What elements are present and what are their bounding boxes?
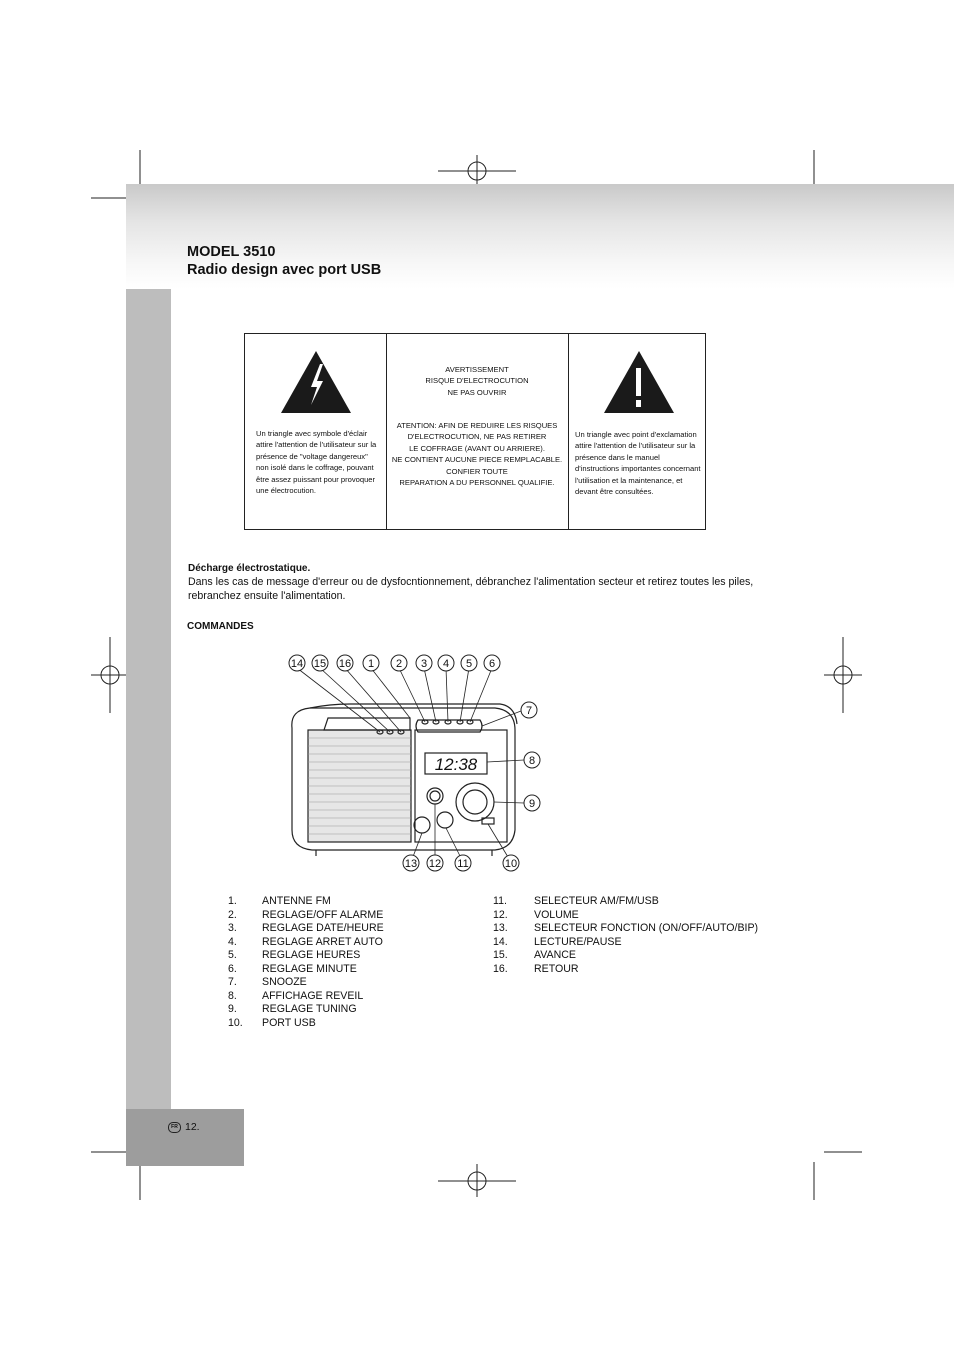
warning-line: REPARATION A DU PERSONNEL QUALIFIE. [399,478,555,488]
list-item: 16. RETOUR [493,962,579,975]
esd-title: Décharge électrostatique. [188,563,311,574]
warning-line: RISQUE D'ELECTROCUTION [425,376,529,386]
warning-line: D'ELECTROCUTION, NE PAS RETIRER [407,432,547,442]
callout-9: 9 [528,798,536,810]
list-item: 10. PORT USB [228,1016,316,1029]
page-number-text: 12. [185,1121,200,1133]
list-item: 8. AFFICHAGE REVEIL [228,989,364,1002]
warning-line: AVERTISSEMENT [445,365,509,374]
list-item: 12. VOLUME [493,908,579,921]
warning-center-column [386,334,569,529]
warning-heading [386,364,568,398]
list-item: 2. REGLAGE/OFF ALARME [228,908,384,921]
product-subtitle: Radio design avec port USB [187,262,382,278]
callout-10: 10 [504,858,518,870]
warning-body [384,420,570,488]
model-title: MODEL 3510 [187,244,276,260]
callout-15: 15 [313,658,327,670]
exclamation-triangle-icon [603,350,675,414]
commands-title: COMMANDES [187,621,254,632]
callout-1: 1 [367,658,375,670]
list-item: 6. REGLAGE MINUTE [228,962,357,975]
warning-line: CONFIER TOUTE [446,466,508,476]
list-item: 9. REGLAGE TUNING [228,1003,357,1015]
warning-line: NE CONTIENT AUCUNE PIECE REMPLACABLE. [391,455,563,465]
callout-4: 4 [442,658,450,670]
list-item: 3. REGLAGE DATE/HEURE [228,922,384,934]
callout-8: 8 [528,755,536,767]
esd-body: Dans les cas de message d'erreur ou de dysfocntionnement, débranchez l'alimentation secteur et retirez toutes les piles, rebranchez ensuite l'alimentation. [188,576,754,602]
list-item: 4. REGLAGE ARRET AUTO [228,935,383,948]
warning-left-column [245,334,387,529]
callout-7: 7 [525,705,533,717]
controls-list-left [228,895,384,1030]
side-strip [126,289,171,1109]
page-title [187,243,381,279]
callout-2: 2 [395,658,403,670]
callout-5: 5 [465,658,473,670]
exclamation-warning-text: Un triangle avec point d'exclamation attire l'attention de l'utilisateur sur la présence dans le manuel d'instructions importantes concernant l'utilisation et la maintenance, et devant être consultées. [575,430,701,497]
list-item: 1. ANTENNE FM [228,895,331,907]
callout-11: 11 [457,858,469,870]
list-item: 14. LECTURE/PAUSE [493,935,622,948]
lightning-warning-text: Un triangle avec symbole d'éclair attire l'attention de l'utilisateur sur la présence de "voltage dangereux" non isolé dans le coffrage, pouvant être assez puissant pour provoquer une électrocution. [256,429,377,496]
warning-line: ATENTION: AFIN DE REDUIRE LES RISQUES [396,421,558,430]
safety-warning-box [244,333,706,530]
callout-3: 3 [420,658,428,670]
warning-right-column [569,334,705,529]
callout-16: 16 [338,658,352,670]
lightning-triangle-icon [280,350,352,414]
footer-block [126,1109,244,1166]
list-item: 15. AVANCE [493,949,576,961]
language-badge: FR [168,1122,181,1133]
page-number [168,1121,200,1133]
callout-6: 6 [488,658,496,670]
list-item: 11. SELECTEUR AM/FM/USB [493,895,659,907]
list-item: 5. REGLAGE HEURES [228,949,361,961]
callout-14: 14 [290,658,304,670]
callout-13: 13 [404,858,418,870]
warning-line: LE COFFRAGE (AVANT OU ARRIERE). [409,443,545,453]
warning-line: NE PAS OUVRIR [447,387,507,397]
controls-list-right [493,895,758,976]
radio-illustration [270,648,550,876]
radio-display-digits: 12:38 [434,755,478,774]
list-item: 13. SELECTEUR FONCTION (ON/OFF/AUTO/BIP) [493,922,759,934]
callout-12: 12 [428,858,442,870]
list-item: 7. SNOOZE [228,976,307,988]
